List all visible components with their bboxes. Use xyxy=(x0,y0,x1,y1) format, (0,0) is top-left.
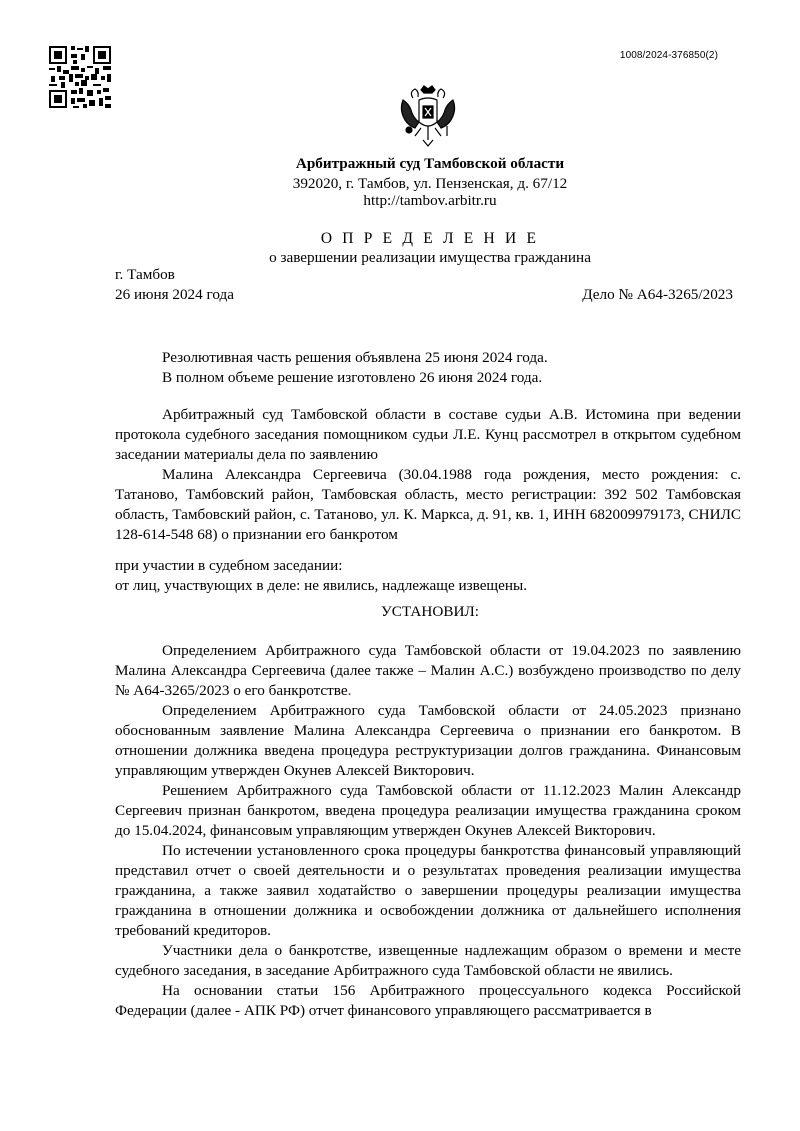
composition-paragraph: Арбитражный суд Тамбовской области в составе судьи А.В. Истомина при ведении протокола судебного заседания помощником судьи Л.Е. Кунц рассмотрел в открытом судебном заседании материалы дела по заявлению xyxy=(115,406,741,463)
city: г. Тамбов xyxy=(115,266,175,283)
qr-code-icon xyxy=(47,44,113,110)
established-paragraph-5: Участники дела о банкротстве, извещенные надлежащим образом о времени и месте судебного заседания, в заседание Арбитражного суда Тамбовской области не явились. xyxy=(115,942,741,979)
established-paragraph-6: На основании статьи 156 Арбитражного процессуального кодекса Российской Федерации (далее - АПК РФ) отчет финансового управляющего рассматривается в xyxy=(115,982,741,1019)
court-composition-block xyxy=(115,405,741,545)
established-paragraph-1-end: . xyxy=(347,682,352,699)
document-subtitle: о завершении реализации имущества гражданина xyxy=(269,249,591,266)
court-website: http://tambov.arbitr.ru xyxy=(363,192,497,209)
participants-line: от лиц, участвующих в деле: не явились, надлежаще извещены. xyxy=(115,577,527,594)
established-heading: УСТАНОВИЛ: xyxy=(381,603,479,620)
established-paragraph-4: По истечении установленного срока процедуры банкротства финансовый управляющий представил отчет о своей деятельности и о результатах проведения реализации имущества гражданина, а также заявил ходатайство о завершении процедуры реализации имущества гражданина в отношении должника и освобождении должника от дальнейшего исполнения требований кредиторов. xyxy=(115,842,741,939)
participation-line: при участии в судебном заседании: xyxy=(115,557,343,574)
established-paragraph-1-text: Определением Арбитражного суда Тамбовской области от 19.04.2023 по заявлению Малина Александра Сергеевича (далее также – Малин А.С.) возбуждено производство по делу № А64-3265/2023 о его банкротстве xyxy=(115,642,741,699)
participation-block xyxy=(115,556,741,596)
document-number: 1008/2024-376850(2) xyxy=(619,50,718,61)
double-headed-eagle-emblem-icon xyxy=(397,84,459,150)
established-paragraph-1 xyxy=(115,641,741,701)
debtor-paragraph: Малина Александра Сергеевича (30.04.1988 года рождения, место рождения: с. Татаново, Тамбовский район, Тамбовская область, место регистрации: 392 502 Тамбовская область, Тамбовский район, с. Татаново, ул. К. Маркса, д. 91, кв. 1, ИНН 682009979173, СНИЛС 128-614-548 68) о признании его банкротом xyxy=(115,466,741,543)
intro-prepared: В полном объеме решение изготовлено 26 июня 2024 года. xyxy=(162,369,543,386)
established-paragraph-2: Определением Арбитражного суда Тамбовской области от 24.05.2023 признано обоснованным заявление Малина Александра Сергеевича о признании его банкротом. В отношении должника введена процедура реструктуризации долгов гражданина. Финансовым управляющим утвержден Окунев Алексей Викторович. xyxy=(115,702,741,779)
case-number: Дело № А64-3265/2023 xyxy=(582,286,733,303)
document-date: 26 июня 2024 года xyxy=(115,286,235,303)
document-title: О П Р Е Д Е Л Е Н И Е xyxy=(320,230,540,247)
established-block xyxy=(115,641,741,1021)
court-address: 392020, г. Тамбов, ул. Пензенская, д. 67/12 xyxy=(292,175,568,192)
established-paragraph-3: Решением Арбитражного суда Тамбовской области от 11.12.2023 Малин Александр Сергеевич признан банкротом, введена процедура реализации имущества гражданина сроком до 15.04.2024, финансовым управляющим утвержден Окунев Алексей Викторович. xyxy=(115,782,741,839)
court-name: Арбитражный суд Тамбовской области xyxy=(295,155,565,172)
intro-announced: Резолютивная часть решения объявлена 25 июня 2024 года. xyxy=(162,349,548,366)
